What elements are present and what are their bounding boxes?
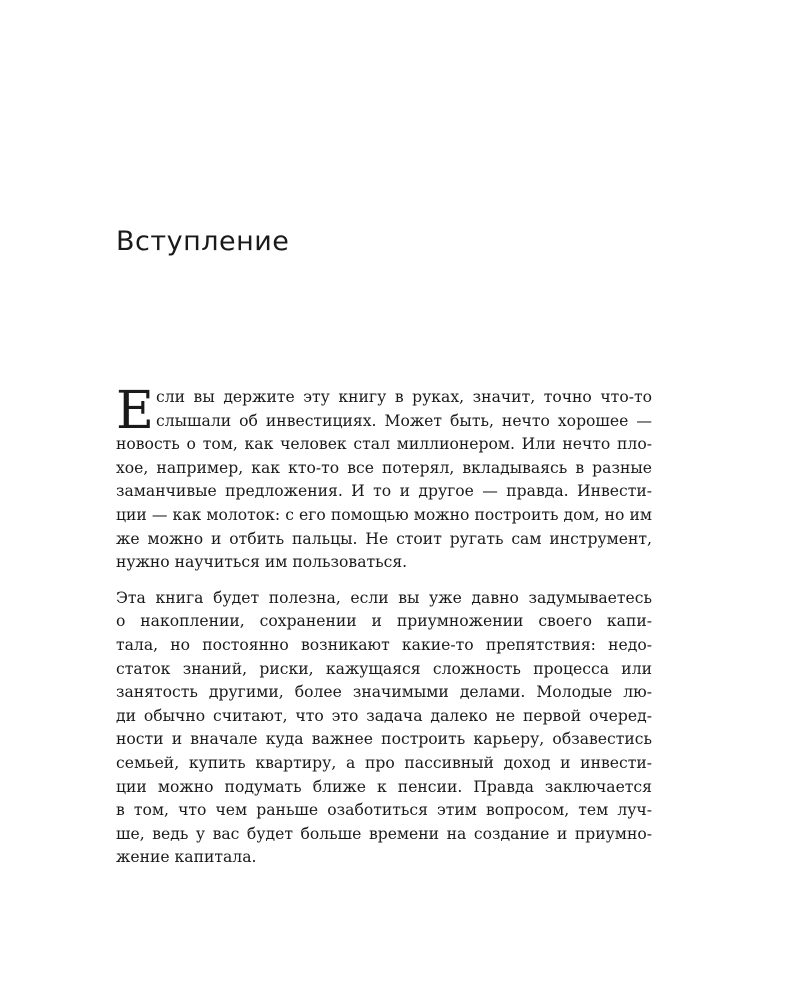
text-line: ции — как молоток: с его помощью можно построить дом, но им (116, 505, 652, 524)
drop-cap-letter: Е (116, 381, 154, 441)
text-line: нужно научиться им пользоваться. (116, 553, 408, 572)
text-line: о накоплении, сохранении и приумножении своего капи- (116, 612, 652, 631)
text-line: тала, но постоянно возникают какие-то препятствия: недо- (116, 635, 652, 654)
chapter-title: Вступление (116, 226, 290, 257)
paragraph-1 (116, 381, 652, 575)
text-line: хое, например, как кто-то все потерял, вкладываясь в разные (116, 458, 652, 477)
text-line: ции можно подумать ближе к пенсии. Правда заключается (116, 777, 652, 796)
text-line: Эта книга будет полезна, если вы уже давно задумываетесь (116, 588, 652, 607)
text-line: же можно и отбить пальцы. Не стоит ругать сам инструмент, (116, 529, 652, 548)
body-text (116, 381, 652, 870)
text-line: ше, ведь у вас будет больше времени на создание и приумно- (116, 824, 652, 843)
text-line: жение капитала. (116, 848, 257, 867)
text-line: слышали об инвестициях. Может быть, нечто хорошее — (155, 411, 652, 430)
text-line: ди обычно считают, что это задача далеко не первой очеред- (116, 706, 652, 725)
text-line: статок знаний, риски, кажущаяся сложность процесса или (116, 659, 652, 678)
text-line: семьей, купить квартиру, а про пассивный доход и инвести- (116, 753, 652, 772)
text-line: новость о том, как человек стал миллионером. Или нечто пло- (116, 435, 652, 454)
text-line: ности и вначале куда важнее построить карьеру, обзавестись (116, 730, 652, 749)
text-line: занятость другими, более значимыми делами. Молодые лю- (116, 683, 652, 702)
text-line: сли вы держите эту книгу в руках, значит, точно что-то (155, 388, 652, 406)
text-line: в том, что чем раньше озаботиться этим вопросом, тем луч- (116, 801, 652, 820)
text-line: заманчивые предложения. И то и другое — правда. Инвести- (116, 482, 652, 501)
paragraph-2 (116, 587, 652, 870)
